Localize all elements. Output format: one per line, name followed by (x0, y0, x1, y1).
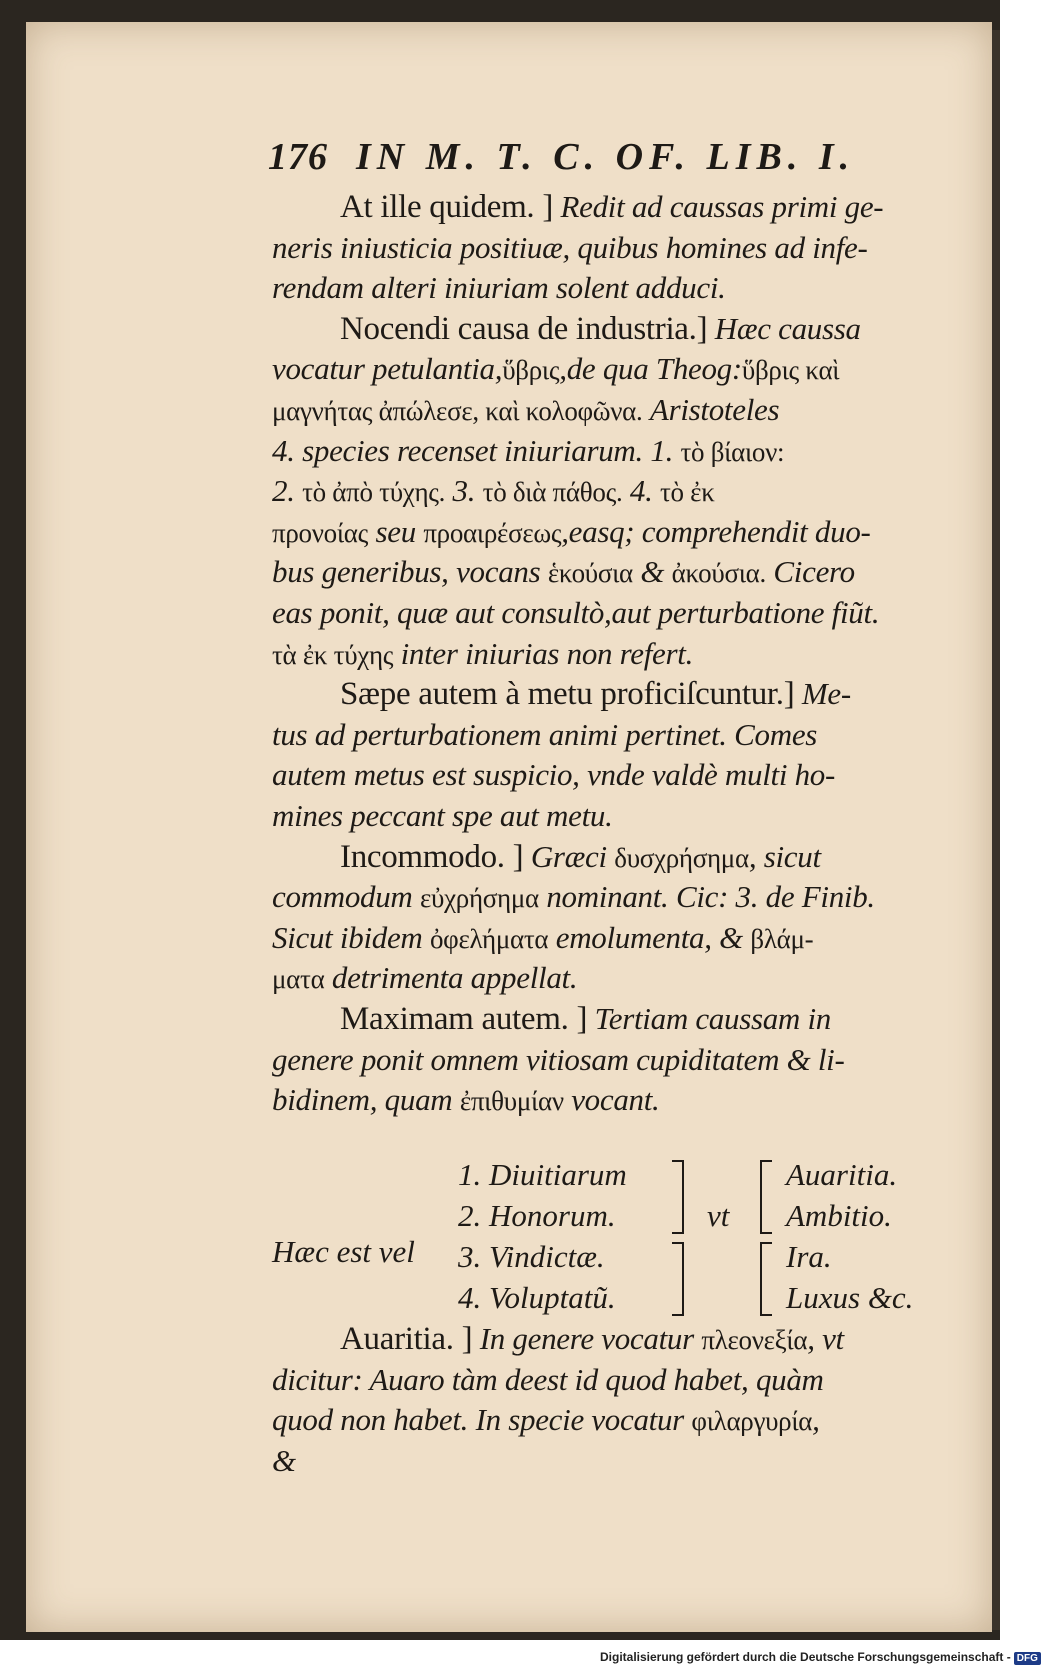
table-left-item: 3. Vindictæ. (458, 1239, 605, 1274)
text-line (272, 227, 972, 269)
greek-text: εὐχρήσημα (419, 883, 539, 914)
greek-text: τὸ βίαιον: (680, 436, 785, 467)
table-left-item: 1. Diuitiarum (458, 1157, 627, 1192)
text-line (272, 470, 972, 512)
text-line (272, 1399, 972, 1441)
greek-text: πλεονεξία (701, 1325, 808, 1355)
commentary: In genere vocatur (472, 1321, 702, 1356)
digitization-credit (600, 1650, 1038, 1674)
commentary: ,de qua Theog: (559, 351, 742, 387)
commentary: Aristoteles (642, 392, 780, 427)
text-line (272, 957, 972, 999)
commentary: , vt (807, 1321, 844, 1356)
commentary: eas ponit, quæ aut consultò,aut perturbatione fiũt. (272, 595, 880, 630)
commentary: Me- (794, 676, 851, 712)
commentary: Hæc caussa (707, 310, 861, 346)
greek-text: τὸ ἀπὸ τύχης. (302, 477, 446, 508)
commentary: mines peccant spe aut metu. (272, 798, 613, 833)
greek-text: φιλαργυρία (691, 1406, 813, 1437)
commentary: bus generibus, vocans (272, 554, 548, 590)
text-line (340, 308, 1040, 350)
dfg-logo: DFG (1014, 1652, 1041, 1665)
greek-text: ἀκούσια. (671, 558, 766, 589)
text-line (272, 1079, 972, 1121)
greek-text: τὸ διὰ πάθος. (482, 477, 623, 508)
greek-text: προνοίας (272, 517, 369, 548)
commentary: & (632, 554, 672, 590)
greek-text: ὕβρις (502, 355, 560, 386)
greek-text: προαιρέσεως (423, 517, 562, 548)
text-line (272, 430, 972, 472)
commentary: emolumenta, & (548, 919, 751, 955)
text-line (272, 1440, 972, 1482)
commentary: tus ad perturbationem animi pertinet. Comes (272, 716, 818, 752)
text-line (340, 1318, 1040, 1360)
table-right-item: Auaritia. (786, 1157, 898, 1192)
text-line (272, 389, 972, 431)
text-line (340, 186, 1040, 228)
lemma: At ille quidem. ] (340, 189, 554, 225)
greek-text: μαγνήτας ἀπώλεσε, καὶ κολοφῶνα. (272, 396, 643, 426)
text-line (272, 714, 972, 756)
greek-text: ἐπιθυμίαν (459, 1086, 564, 1117)
lemma: Auaritia. ] (340, 1321, 473, 1357)
running-header (268, 135, 928, 185)
lemma: Incommodo. ] (340, 838, 524, 875)
commentary: , (812, 1402, 820, 1438)
commentary: seu (368, 513, 424, 549)
commentary: dicitur: Auaro tàm deest id quod habet, quàm (272, 1361, 824, 1397)
greek-text: τὸ ἐκ (659, 477, 715, 508)
commentary: nominant. Cic: 3. de Finib. (538, 879, 875, 915)
commentary: Cicero (765, 554, 855, 590)
table-lead: Hæc est vel (272, 1234, 415, 1269)
commentary: bidinem, quam (272, 1082, 460, 1118)
commentary: 2. (272, 473, 303, 509)
commentary: detrimenta appellat. (324, 960, 578, 996)
commentary: , sicut (748, 838, 821, 874)
greek-text: τὰ ἐκ τύχης (272, 639, 394, 670)
text-line (272, 348, 972, 390)
text-line (272, 1039, 972, 1081)
commentary: neris iniusticia positiuæ, quibus homines ad infe- (272, 229, 868, 265)
commentary: vocatur petulantia, (272, 351, 503, 387)
commentary: 3. (445, 473, 483, 509)
credit-text: Digitalisierung gefördert durch die Deutsche Forschungsgemeinschaft - (600, 1650, 1011, 1664)
text-line (272, 511, 972, 553)
commentary: vocant. (563, 1082, 660, 1118)
commentary: Sicut ibidem (272, 919, 430, 955)
table-connector: vt (707, 1198, 730, 1233)
table-right-item: Luxus &c. (786, 1280, 914, 1315)
greek-text: ἑκούσια (547, 558, 633, 589)
commentary: commodum (272, 879, 420, 915)
table-right-item: Ira. (786, 1239, 832, 1274)
text-line (272, 754, 972, 796)
text-line (272, 917, 972, 959)
text-line (272, 551, 972, 593)
commentary: genere ponit omnem vitiosam cupiditatem & li- (272, 1041, 845, 1077)
right-brace-upper (760, 1160, 772, 1234)
text-line (272, 795, 972, 837)
commentary: Tertiam caussam in (587, 1001, 831, 1036)
greek-text: ὕβρις καὶ (741, 355, 840, 386)
table-right-item: Ambitio. (786, 1198, 892, 1233)
greek-text: ὀφελήματα (429, 923, 549, 954)
greek-text: βλάμ- (750, 923, 814, 954)
commentary: ,easq; comprehendit duo- (561, 513, 871, 549)
commentary: autem metus est suspicio, vnde valdè multi ho- (272, 757, 836, 793)
text-line (272, 267, 972, 309)
page-number: 176 (268, 136, 328, 178)
lemma: Sæpe autem à metu proficiſcuntur.] (340, 676, 795, 713)
commentary: rendam alteri iniuriam solent adduci. (272, 270, 726, 306)
text-line (272, 876, 972, 918)
greek-text: ματα (272, 964, 325, 995)
right-brace-lower (760, 1242, 772, 1316)
commentary: Redit ad caussas primi ge- (553, 189, 884, 224)
left-brace-lower (672, 1242, 684, 1316)
greek-text: δυσχρήσημα (614, 842, 749, 873)
text-line (272, 1359, 972, 1401)
text-line (340, 836, 1040, 878)
running-title: IN M. T. C. OF. LIB. I. (356, 136, 856, 178)
commentary: & (272, 1442, 296, 1478)
commentary: Græci (523, 838, 615, 874)
lemma: Maximam autem. ] (340, 1001, 588, 1037)
commentary: quod non habet. In specie vocatur (272, 1402, 692, 1438)
table-left-item: 2. Honorum. (458, 1198, 616, 1233)
lemma: Nocendi causa de industria.] (340, 310, 708, 347)
commentary: 4. (622, 473, 660, 509)
text-line (272, 592, 972, 634)
text-line (272, 633, 972, 675)
text-line (340, 673, 1040, 715)
commentary: inter iniurias non refert. (393, 635, 694, 671)
text-line (340, 998, 1040, 1040)
table-left-item: 4. Voluptatũ. (458, 1280, 616, 1315)
left-brace-upper (672, 1160, 684, 1234)
commentary: 4. species recenset iniuriarum. 1. (272, 432, 681, 468)
